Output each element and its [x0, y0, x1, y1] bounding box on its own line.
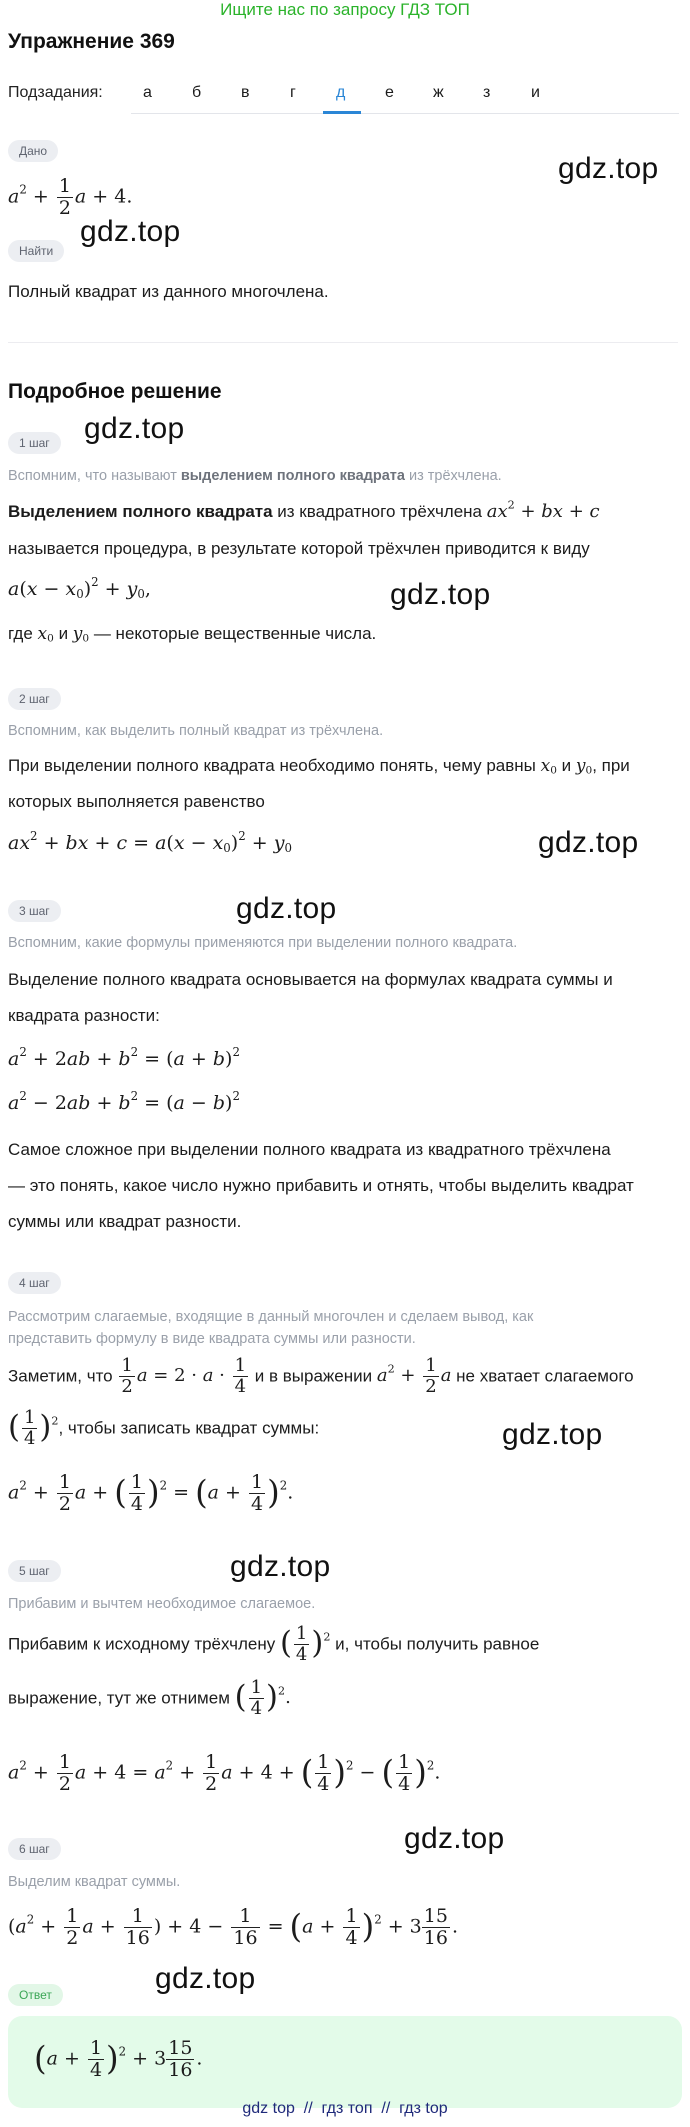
step-3-p4: — это понять, какое число нужно прибавить и отнять, чтобы выделить квадрат — [8, 1176, 634, 1195]
tab-g[interactable]: г — [290, 84, 296, 101]
step-6-equation: ($a^2$ + $\frac{1}{2}$ a + $\frac{1}{16}$ ) + 4 − $\frac{1}{16}$ = (a + $\frac{1}{4}$ )$^2$ + 3 $\frac{15}{16}$ . — [8, 1905, 459, 1949]
step-2-p1: При выделении полного квадрата необходимо понять, чему равны $x_0$ и $y_0$, при — [8, 756, 630, 777]
step-6-pill: 6 шаг — [8, 1838, 61, 1860]
watermark: gdz.top — [80, 215, 181, 248]
watermark: gdz.top — [558, 152, 659, 185]
tab-a[interactable]: а — [143, 84, 152, 101]
step-1-p2: называется процедура, в результате которой трёхчлен приводится к виду — [8, 539, 590, 558]
step-1-pill: 1 шаг — [8, 432, 61, 454]
tab-d-active[interactable]: д — [336, 84, 346, 101]
top-banner[interactable]: Ищите нас по запросу ГДЗ ТОП — [220, 0, 470, 19]
given-pill: Дано — [8, 140, 58, 162]
footer-links[interactable]: gdz top // гдз топ // гдз top — [242, 2100, 448, 2117]
step-4-pill: 4 шаг — [8, 1272, 61, 1294]
step-1-form: $a(x - x_0)^2 + y_0$, — [8, 575, 151, 601]
step-1-note: Вспомним, что называют выделением полного квадрата из трёхчлена. — [8, 468, 502, 484]
step-3-p2: квадрата разности: — [8, 1006, 160, 1025]
exercise-title: Упражнение 369 — [8, 30, 175, 53]
step-4-note-1: Рассмотрим слагаемые, входящие в данный многочлен и сделаем вывод, как — [8, 1309, 534, 1325]
given-expression: $a^2$ + $\frac{1}{2}$ a + 4. — [8, 175, 133, 219]
watermark: gdz.top — [230, 1550, 331, 1583]
tab-active-underline — [323, 111, 361, 114]
tab-z[interactable]: з — [483, 84, 491, 101]
find-text: Полный квадрат из данного многочлена. — [8, 282, 329, 301]
step-3-p3: Самое сложное при выделении полного квадрата из квадратного трёхчлена — [8, 1140, 611, 1159]
step-5-p2: выражение, тут же отнимем ( $\frac{1}{4}$ )$^2$. — [8, 1677, 291, 1719]
step-4-note-2: представить формулу в виде квадрата суммы или разности. — [8, 1331, 416, 1347]
answer-box — [8, 2016, 682, 2108]
watermark: gdz.top — [502, 1418, 603, 1451]
step-2-pill: 2 шаг — [8, 688, 61, 710]
step-6-note: Выделим квадрат суммы. — [8, 1874, 181, 1890]
step-4-equation: $a^2$ + $\frac{1}{2}$ a + ( $\frac{1}{4}$ )$^2$ = (a + $\frac{1}{4}$ )$^2$. — [8, 1471, 294, 1515]
find-pill: Найти — [8, 240, 64, 262]
watermark: gdz.top — [390, 578, 491, 611]
step-2-note: Вспомним, как выделить полный квадрат из трёхчлена. — [8, 723, 384, 739]
watermark: gdz.top — [84, 412, 185, 445]
watermark: gdz.top — [155, 1962, 256, 1995]
step-5-pill: 5 шаг — [8, 1560, 61, 1582]
step-5-note: Прибавим и вычтем необходимое слагаемое. — [8, 1596, 316, 1612]
tab-i[interactable]: и — [531, 84, 540, 101]
subtasks-label: Подзадания: — [8, 84, 103, 101]
divider — [8, 342, 678, 343]
step-1-p1: Выделением полного квадрата из квадратного трёхчлена $ax^2$ + bx + c — [8, 498, 600, 522]
tab-v[interactable]: в — [241, 84, 250, 101]
tab-b[interactable]: б — [192, 84, 202, 101]
step-4-p2: ( $\frac{1}{4}$ )$^2$, чтобы записать квадрат суммы: — [8, 1407, 320, 1449]
tab-zh[interactable]: ж — [433, 84, 444, 101]
step-1-p3: где $x_0$ и $y_0$ — некоторые вещественные числа. — [8, 624, 377, 645]
answer-pill: Ответ — [8, 1984, 63, 2006]
watermark: gdz.top — [538, 826, 639, 859]
step-2-equality: $ax^2$ + bx + $c = a(x - x_0)^2 + y_0$ — [8, 829, 292, 855]
formula-square-of-sum: $a^2 + 2ab + b^2 = (a + b)^2$ — [8, 1045, 240, 1070]
tab-e[interactable]: е — [385, 84, 394, 101]
watermark: gdz.top — [236, 892, 337, 925]
step-4-p1: Заметим, что $\frac{1}{2}$ a = 2 · a · $\frac{1}{4}$ и в выражении $a^2$ + $\frac{1}{2}$ a не хватает слагаемого — [8, 1355, 634, 1397]
step-3-p1: Выделение полного квадрата основывается на формулах квадрата суммы и — [8, 970, 613, 989]
answer-expression: (a + $\frac{1}{4}$ )$^2$ + 3 $\frac{15}{16}$ . — [34, 2037, 203, 2081]
step-2-p2: которых выполняется равенство — [8, 792, 265, 811]
step-5-p1: Прибавим к исходному трёхчлену ( $\frac{1}{4}$ )$^2$ и, чтобы получить равное — [8, 1623, 540, 1665]
step-5-equation: $a^2$ + $\frac{1}{2}$ $a + 4 = a^2$ + $\frac{1}{2}$ a + 4 + ( $\frac{1}{4}$ )$^2$ − ( $\frac{1}{4}$ )$^2$. — [8, 1751, 441, 1795]
subtasks-bar — [131, 76, 679, 114]
step-3-pill: 3 шаг — [8, 900, 61, 922]
step-3-note: Вспомним, какие формулы применяются при выделении полного квадрата. — [8, 935, 518, 951]
watermark: gdz.top — [404, 1822, 505, 1855]
solution-title: Подробное решение — [8, 380, 222, 403]
formula-square-of-difference: $a^2 - 2ab + b^2 = (a - b)^2$ — [8, 1089, 240, 1114]
step-3-p5: суммы или квадрат разности. — [8, 1212, 242, 1231]
